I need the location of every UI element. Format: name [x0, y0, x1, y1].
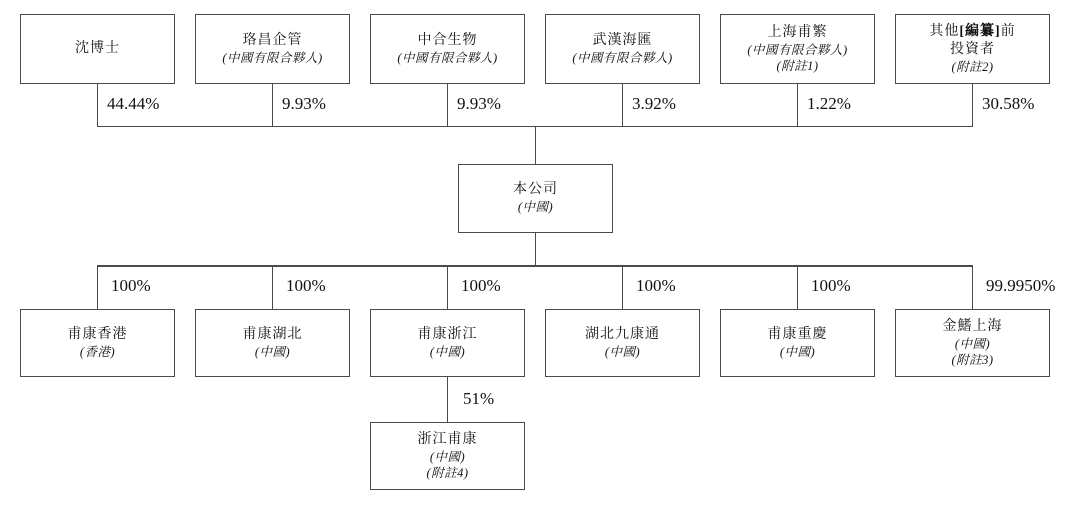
subsidiary-jurisdiction: (中國) [604, 344, 641, 359]
subsidiary-name: 甫康重慶 [767, 326, 828, 342]
subsidiary-box-fukang-hongkong [20, 309, 175, 377]
shareholder-name-line2: 投資者 [950, 41, 995, 57]
subsidiary-box-jinqi-shanghai [895, 309, 1050, 377]
subsidiary-box-fukang-hubei [195, 309, 350, 377]
ownership-label-zhonghe: 9.93% [457, 94, 501, 113]
ownership-label-hubei-jiukangtong: 100% [636, 276, 676, 295]
ownership-label-other-investors: 30.58% [982, 94, 1035, 113]
sub-subsidiary-box-zhejiang-fukang [370, 422, 525, 490]
connector-top-drop-6 [972, 84, 974, 127]
shareholder-note: (中國有限合夥人) [572, 50, 673, 65]
ownership-label-fukang-chongqing: 100% [811, 276, 851, 295]
subsidiary-box-fukang-chongqing [720, 309, 875, 377]
company-box [458, 164, 613, 233]
shareholder-note: (中國有限合夥人) [747, 42, 848, 57]
subsidiary-name: 甫康香港 [67, 326, 128, 342]
subsidiary-jurisdiction: (中國) [429, 344, 466, 359]
connector-zhejiang-drop [447, 377, 449, 422]
subsidiary-jurisdiction: (中國) [779, 344, 816, 359]
shareholder-box-zhonghe-biotech [370, 14, 525, 84]
connector-bottom-drop-3 [447, 266, 449, 309]
subsidiary-name: 湖北九康通 [585, 326, 660, 342]
ownership-label-shanghai-fufan: 1.22% [807, 94, 851, 113]
connector-bottom-bus [97, 265, 974, 267]
shareholder-name: 其他[編纂]前 [929, 23, 1016, 39]
connector-top-drop-1 [97, 84, 99, 127]
ownership-label-zhejiang-fukang: 51% [463, 389, 495, 408]
ownership-label-luochang: 9.93% [282, 94, 326, 113]
shareholder-box-dr-shen [20, 14, 175, 84]
subsidiary-jurisdiction: (中國) [954, 336, 991, 351]
connector-bottom-drop-6 [972, 266, 974, 309]
shareholder-box-luochang [195, 14, 350, 84]
ownership-label-wuhan-haihui: 3.92% [632, 94, 676, 113]
shareholder-note: (中國有限合夥人) [397, 50, 498, 65]
connector-top-drop-5 [797, 84, 799, 127]
ownership-label-fukang-zhejiang: 100% [461, 276, 501, 295]
connector-bus-to-company [535, 127, 537, 164]
connector-company-to-bus [535, 233, 537, 265]
ownership-label-fukang-hongkong: 100% [111, 276, 151, 295]
sub-subsidiary-name: 浙江甫康 [417, 431, 478, 447]
shareholder-footnote: (附註2) [951, 60, 994, 75]
shareholder-box-other-investors [895, 14, 1050, 84]
ownership-label-fukang-hubei: 100% [286, 276, 326, 295]
subsidiary-footnote: (附註3) [951, 353, 994, 368]
shareholder-name: 中合生物 [417, 32, 478, 48]
connector-bottom-drop-4 [622, 266, 624, 309]
subsidiary-name: 金鰭上海 [942, 318, 1003, 334]
shareholder-name: 珞昌企管 [242, 32, 303, 48]
ownership-label-dr-shen: 44.44% [107, 94, 160, 113]
subsidiary-name: 甫康浙江 [417, 326, 478, 342]
subsidiary-box-hubei-jiukangtong [545, 309, 700, 377]
company-name: 本公司 [513, 182, 558, 198]
connector-top-drop-2 [272, 84, 274, 127]
connector-bottom-drop-2 [272, 266, 274, 309]
shareholder-name: 上海甫繁 [767, 24, 828, 40]
shareholder-name: 沈博士 [75, 40, 120, 56]
shareholder-note: (中國有限合夥人) [222, 50, 323, 65]
sub-subsidiary-footnote: (附註4) [426, 466, 469, 481]
shareholder-name: 武漢海匯 [592, 32, 653, 48]
company-jurisdiction: (中國) [517, 200, 554, 215]
connector-bottom-drop-5 [797, 266, 799, 309]
connector-top-drop-3 [447, 84, 449, 127]
sub-subsidiary-jurisdiction: (中國) [429, 449, 466, 464]
subsidiary-name: 甫康湖北 [242, 326, 303, 342]
connector-bottom-drop-1 [97, 266, 99, 309]
shareholder-box-wuhan-haihui [545, 14, 700, 84]
shareholder-box-shanghai-fufan [720, 14, 875, 84]
shareholder-footnote: (附註1) [776, 59, 819, 74]
connector-top-drop-4 [622, 84, 624, 127]
subsidiary-jurisdiction: (香港) [79, 344, 116, 359]
subsidiary-jurisdiction: (中國) [254, 344, 291, 359]
ownership-label-jinqi-shanghai: 99.9950% [986, 276, 1056, 295]
subsidiary-box-fukang-zhejiang [370, 309, 525, 377]
